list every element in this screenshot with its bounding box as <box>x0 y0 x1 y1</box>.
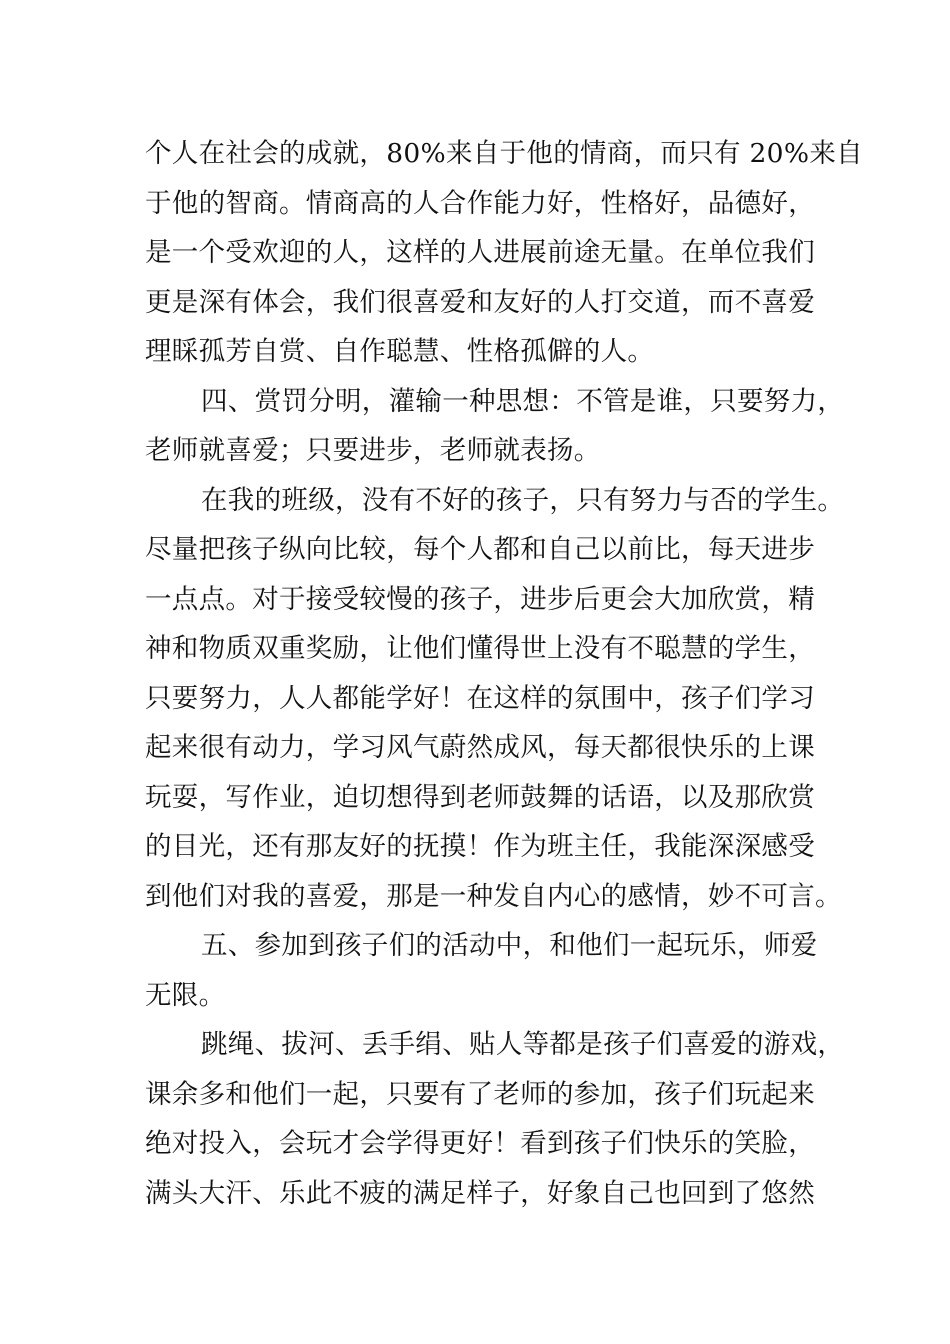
text-line: 尽量把孩子纵向比较，每个人都和自己以前比，每天进步 <box>145 534 815 565</box>
text-line: 的目光，还有那友好的抚摸！作为班主任，我能深深感受 <box>145 831 815 862</box>
text-line: 神和物质双重奖励，让他们懂得世上没有不聪慧的学生， <box>145 633 815 664</box>
text-line: 个人在社会的成就，80%来自于他的情商，而只有 20%来自 <box>145 138 863 169</box>
text-line: 于他的智商。情商高的人合作能力好，性格好，品德好， <box>145 187 815 219</box>
text-line: 玩耍，写作业，迫切想得到老师鼓舞的话语，以及那欣赏 <box>145 781 815 813</box>
paragraph-start: 在我的班级，没有不好的孩子，只有努力与否的学生。 <box>201 484 845 516</box>
text-line: 课余多和他们一起，只要有了老师的参加，孩子们玩起来 <box>145 1078 815 1110</box>
paragraph-start: 跳绳、拔河、丢手绢、贴人等都是孩子们喜爱的游戏， <box>201 1029 845 1060</box>
section-heading-5: 五、参加到孩子们的活动中，和他们一起玩乐，师爱 <box>201 930 818 961</box>
text-line: 老师就喜爱；只要进步，老师就表扬。 <box>145 435 601 466</box>
text-line: 理睬孤芳自赏、自作聪慧、性格孤僻的人。 <box>145 336 655 367</box>
text-line: 起来很有动力，学习风气蔚然成风，每天都很快乐的上课 <box>145 732 815 763</box>
text-line: 是一个受欢迎的人，这样的人进展前途无量。在单位我们 <box>145 237 815 268</box>
document-body <box>145 129 863 1218</box>
section-heading-4: 四、赏罚分明，灌输一种思想：不管是谁，只要努力， <box>201 385 845 417</box>
text-line: 更是深有体会，我们很喜爱和友好的人打交道，而不喜爱 <box>145 286 815 318</box>
text-line: 一点点。对于接受较慢的孩子，进步后更会大加欣赏，精 <box>145 583 815 615</box>
text-line: 无限。 <box>145 979 226 1011</box>
text-line: 满头大汗、乐此不疲的满足样子，好象自己也回到了悠然 <box>145 1177 815 1209</box>
text-line: 绝对投入，会玩才会学得更好！看到孩子们快乐的笑脸， <box>145 1128 815 1159</box>
text-line: 只要努力，人人都能学好！在这样的氛围中，孩子们学习 <box>145 682 815 714</box>
text-line: 到他们对我的喜爱，那是一种发自内心的感情，妙不可言。 <box>145 880 842 912</box>
